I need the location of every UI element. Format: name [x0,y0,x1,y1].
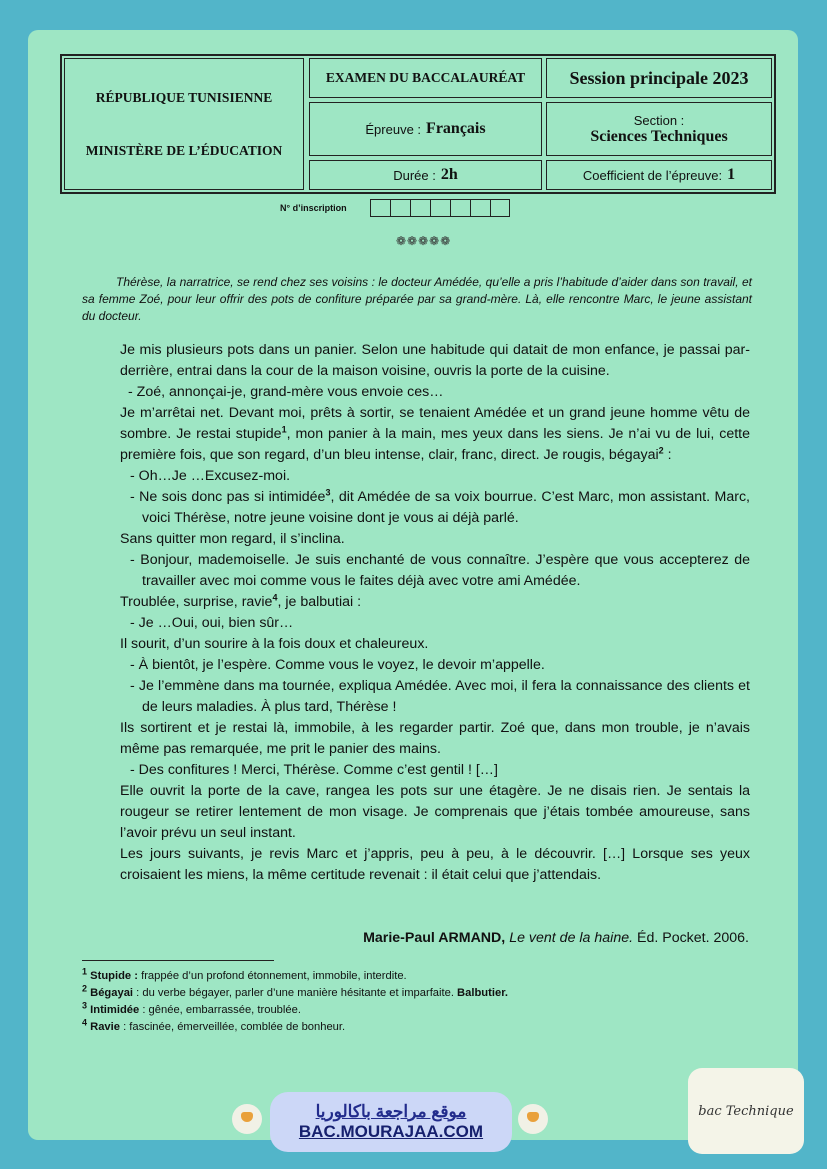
paragraph [120,592,750,613]
footnote [82,985,508,1002]
dialogue-line: - Je …Oui, oui, bien sûr… [130,615,294,631]
dialogue-line: - Oh…Je …Excusez-moi. [130,468,291,484]
duree-cell [309,160,542,190]
paragraph: Ils sortirent et je restai là, immobile, à les regarder partir. Zoé que, dans mon trouble, je n’avais même pas remarquée, me prit le panier des mains. [120,720,750,757]
footnote-term: Stupide : [90,970,138,982]
footnote-divider [82,960,274,961]
text-span: Troublée, surprise, ravie [120,594,273,610]
text-span: Je m’arrêtai net. Devant moi, prêts à sortir, se tenaient Amédée et un grand jeune homme vêtu de sombre. Je restai stupide [120,405,750,442]
bac-technique-badge: bac Technique [688,1068,804,1154]
footnote-num: 2 [82,983,88,994]
footnote-term: Intimidée [90,1004,140,1016]
duree-label: Durée : [393,167,436,183]
coef-value: 1 [727,166,736,183]
dialogue-line: - Zoé, annonçai-je, grand-mère vous envoie ces… [128,384,444,400]
paragraph: Il sourit, d’un sourire à la fois doux et chaleureux. [120,636,429,652]
epreuve-value: Français [426,120,486,137]
section-label: Section : [633,112,685,128]
epreuve-cell [309,102,542,156]
dialogue-line: - Bonjour, mademoiselle. Je suis enchanté de vous connaître. J’espère que vous accepterez de travailler avec moi comme vous le faites déjà avec votre ami Amédée. [130,552,750,589]
text-span: - Ne sois donc pas si intimidée [130,489,326,505]
footnote-ref: 2 [658,445,664,456]
footnote-term: Bégayai [90,987,134,999]
inscription-box[interactable] [490,199,510,217]
source-citation [363,930,749,946]
text-span: , dit Amédée de sa voix bourrue. C’est Marc, mon assistant. Marc, voici Thérèse, notre jeune voisine dont je vous ai déjà parlé. [142,489,750,526]
inscription-box[interactable] [370,199,390,217]
footnote-def: : fascinée, émerveillée, comblée de bonheur. [119,1021,346,1033]
footnote-ref: 1 [281,424,287,435]
inscription-boxes[interactable] [370,199,510,217]
footnotes [82,968,508,1036]
inscription-box[interactable] [430,199,450,217]
coef-cell [546,160,772,190]
site-logo-icon [232,1104,262,1134]
inscription-box[interactable] [470,199,490,217]
inscription-label: N° d’inscription [280,203,347,213]
epreuve-label: Épreuve : [365,121,422,137]
footnote-def: frappée d’un profond étonnement, immobile, interdite. [137,970,407,982]
paragraph: Sans quitter mon regard, il s’inclina. [120,531,345,547]
header-institution [64,58,304,190]
footnote [82,968,508,985]
text-span: , mon panier à la main, mes yeux dans les siens. Je n’ai vu de lui, cette première fois, que son regard, d’un bleu intense, clair, franc, direct. Je rougis, bégayai [120,426,750,463]
inscription-box[interactable] [450,199,470,217]
inscription-box[interactable] [410,199,430,217]
footnote-num: 3 [82,1000,88,1011]
exam-title: EXAMEN DU BACCALAURÉAT [309,58,542,98]
footnote-ref: 4 [272,592,278,603]
flower-ornament-icon: ❁❁❁❁❁ [396,234,452,248]
book-edition: Éd. Pocket. 2006. [637,930,749,946]
session-title: Session principale 2023 [546,58,772,98]
section-cell [546,102,772,156]
footnote-num: 4 [82,1017,88,1028]
text-span: : [663,447,672,463]
dialogue-line: - À bientôt, je l’espère. Comme vous le voyez, le devoir m’appelle. [130,657,545,673]
paragraph [120,403,750,466]
inscription-box[interactable] [390,199,410,217]
footnote-ref: 3 [325,487,331,498]
paragraph: Elle ouvrit la porte de la cave, rangea les pots sur une étagère. Je ne disais rien. Je sentais la rougeur se retirer lentement de mon visage. Je comprenais que j’étais tombée amoureuse, sans l’avoir prévu un seul instant. [120,783,750,841]
author-name: Marie-Paul ARMAND, [363,930,506,946]
book-title: Le vent de la haine. [509,930,634,946]
duree-value: 2h [440,166,458,183]
footnote-extra: Balbutier. [453,987,509,999]
footnote-def: : du verbe bégayer, parler d’une manière hésitante et imparfaite. [133,987,454,999]
text-span: , je balbutiai : [277,594,362,610]
paragraph: Les jours suivants, je revis Marc et j’appris, peu à peu, à le découvrir. […] Lorsque ses yeux croisaient les miens, la même certitude revenait : il était celui que j’attendais. [120,846,750,883]
site-logo-icon [518,1104,548,1134]
banner-arabic[interactable]: موقع مراجعة باكالوريا [315,1102,467,1121]
ministry-name: MINISTÈRE DE L’ÉDUCATION [85,142,283,158]
dialogue-line [120,487,750,529]
footnote-def: : gênée, embarrassée, troublée. [139,1004,301,1016]
country-name: RÉPUBLIQUE TUNISIENNE [95,89,273,105]
footnote-num: 1 [82,966,88,977]
dialogue-line: - Je l’emmène dans ma tournée, expliqua Amédée. Avec moi, il fera la connaissance des clients et de leurs maladies. À plus tard, Thérèse ! [130,678,750,715]
paragraph: Je mis plusieurs pots dans un panier. Selon une habitude qui datait de mon enfance, je passai par-derrière, entrai dans la cour de la maison voisine, ouvris la porte de la cuisine. [120,342,750,379]
footnote [82,1002,508,1019]
banner-url-link[interactable]: BAC.MOURAJAA.COM [298,1122,484,1141]
intro-paragraph: Thérèse, la narratrice, se rend chez ses voisins : le docteur Amédée, qu’elle a pris l’habitude d’aider dans son travail, et sa femme Zoé, pour leur offrir des pots de confiture préparée par sa grand-mère. Là, elle rencontre Marc, le jeune assistant du docteur. [82,275,752,323]
footnote-term: Ravie [90,1021,120,1033]
section-value: Sciences Techniques [590,127,728,145]
site-banner[interactable] [270,1092,512,1152]
dialogue-line: - Des confitures ! Merci, Thérèse. Comme c’est gentil ! […] [130,762,498,778]
coef-label: Coefficient de l’épreuve: [582,167,723,183]
footnote [82,1019,508,1036]
main-text [120,340,750,886]
